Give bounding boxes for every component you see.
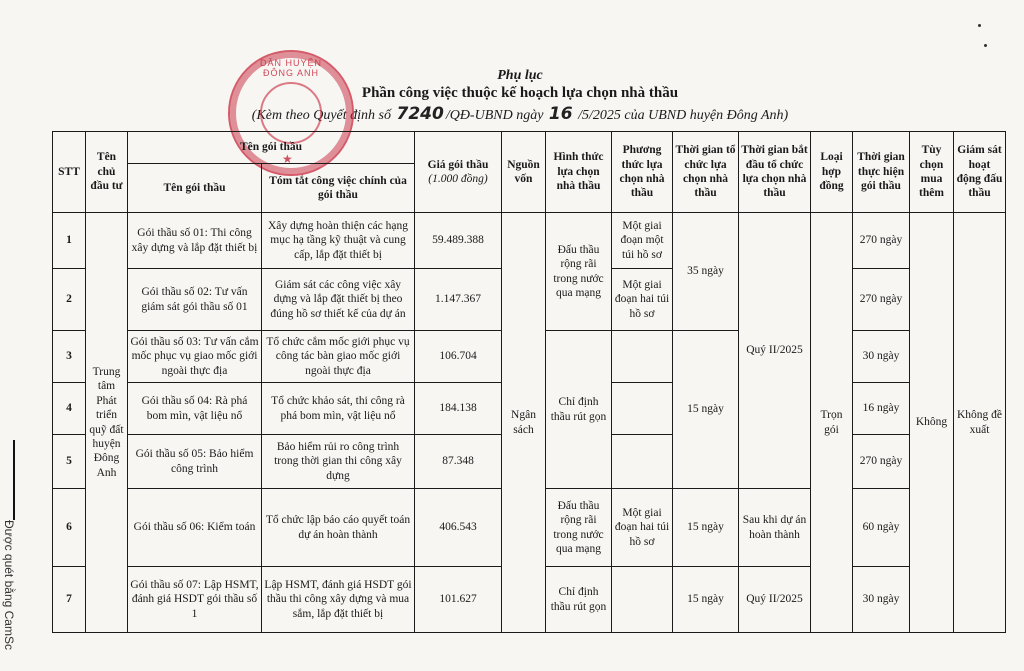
selection-form-open: Đấu thầu rộng rãi trong nước qua mạng (546, 489, 612, 567)
package-price: 406.543 (415, 489, 502, 567)
scan-speck (978, 24, 981, 27)
package-name: Gói thầu số 06: Kiểm toán (128, 489, 262, 567)
bid-package-table (52, 131, 1006, 633)
selection-duration-35: 35 ngày (673, 213, 739, 331)
table-row (53, 213, 1006, 269)
package-name: Gói thầu số 01: Thi công xây dựng và lắp đặt thiết bị (128, 213, 262, 269)
package-name: Gói thầu số 02: Tư vấn giám sát gói thầu số 01 (128, 269, 262, 331)
package-name: Gói thầu số 05: Bảo hiểm công trình (128, 435, 262, 489)
package-summary: Bảo hiểm rủi ro công trình trong thời gian thi công xây dựng (262, 435, 415, 489)
selection-form-direct: Chỉ định thầu rút gọn (546, 567, 612, 633)
package-price: 101.627 (415, 567, 502, 633)
header-price-label: Giá gói thầu (427, 158, 489, 171)
document-subtitle (0, 104, 1024, 124)
decision-number: 7240 (396, 104, 444, 124)
header-start-time: Thời gian bắt đầu tổ chức lựa chọn nhà thầu (739, 132, 811, 213)
row-stt: 6 (53, 489, 86, 567)
execution-time: 270 ngày (853, 213, 910, 269)
selection-form-open: Đấu thầu rộng rãi trong nước qua mạng (546, 213, 612, 331)
selection-duration-15: 15 ngày (673, 489, 739, 567)
decision-day: 16 (548, 104, 573, 124)
header-package-name: Tên gói thầu (128, 164, 262, 213)
header-selection-form: Hình thức lựa chọn nhà thầu (546, 132, 612, 213)
execution-time: 270 ngày (853, 269, 910, 331)
stamp-text: DÂN HUYỆN ĐÔNG ANH (259, 58, 322, 78)
stamp-star-icon: ★ (282, 152, 293, 166)
package-name: Gói thầu số 04: Rà phá bom mìn, vật liệu nổ (128, 383, 262, 435)
package-summary: Tổ chức khảo sát, thi công rà phá bom mìn, vật liệu nổ (262, 383, 415, 435)
document-title: Phần công việc thuộc kế hoạch lựa chọn nhà thầu (361, 85, 679, 101)
contract-type-cell: Trọn gói (811, 213, 853, 633)
selection-method: Một giai đoạn hai túi hồ sơ (612, 489, 673, 567)
start-time-after: Sau khi dự án hoàn thành (739, 489, 811, 567)
selection-method: Một giai đoạn một túi hồ sơ (612, 213, 673, 269)
package-price: 106.704 (415, 331, 502, 383)
row-stt: 2 (53, 269, 86, 331)
scanner-watermark: Được quét bằng CamSc (2, 520, 16, 650)
owner-cell: Trung tâm Phát triển quỹ đất huyện Đông Anh (86, 213, 128, 633)
option-cell: Không (910, 213, 954, 633)
selection-form-direct: Chỉ định thầu rút gọn (546, 331, 612, 489)
package-summary: Tổ chức cắm mốc giới phục vụ công tác bàn giao mốc giới ngoài thực địa (262, 331, 415, 383)
start-time-q2: Quý II/2025 (739, 567, 811, 633)
header-selection-method: Phương thức lựa chọn nhà thầu (612, 132, 673, 213)
selection-duration-15: 15 ngày (673, 567, 739, 633)
package-name: Gói thầu số 07: Lập HSMT, đánh giá HSDT gói thầu số 1 (128, 567, 262, 633)
page-edge-line (13, 440, 15, 520)
row-stt: 3 (53, 331, 86, 383)
header-execution-time: Thời gian thực hiện gói thầu (853, 132, 910, 213)
header-option: Tùy chọn mua thêm (910, 132, 954, 213)
row-stt: 7 (53, 567, 86, 633)
funding-cell: Ngân sách (502, 213, 546, 633)
header-summary: Tóm tắt công việc chính của gói thầu (262, 164, 415, 213)
package-price: 184.138 (415, 383, 502, 435)
header-owner: Tên chủ đầu tư (86, 132, 128, 213)
header-selection-duration: Thời gian tổ chức lựa chọn nhà thầu (673, 132, 739, 213)
package-summary: Giám sát các công việc xây dựng và lắp đặt thiết bị theo đúng hồ sơ thiết kế của dự án (262, 269, 415, 331)
selection-method (612, 383, 673, 435)
execution-time: 270 ngày (853, 435, 910, 489)
subtitle-suffix: /5/2025 của UBND huyện Đông Anh) (578, 108, 789, 123)
selection-duration-15: 15 ngày (673, 331, 739, 489)
header-package-group: Tên gói thầu (128, 132, 415, 164)
selection-method: Một giai đoạn hai túi hồ sơ (612, 269, 673, 331)
subtitle-mid: /QĐ-UBND ngày (445, 108, 544, 123)
execution-time: 60 ngày (853, 489, 910, 567)
package-summary: Tổ chức lập báo cáo quyết toán dự án hoàn thành (262, 489, 415, 567)
header-funding: Nguồn vốn (502, 132, 546, 213)
selection-method (612, 331, 673, 383)
header-stt: STT (53, 132, 86, 213)
scan-speck (984, 44, 987, 47)
start-time-q2: Quý II/2025 (739, 213, 811, 489)
selection-method (612, 435, 673, 489)
row-stt: 4 (53, 383, 86, 435)
row-stt: 5 (53, 435, 86, 489)
row-stt: 1 (53, 213, 86, 269)
package-price: 87.348 (415, 435, 502, 489)
package-price: 1.147.367 (415, 269, 502, 331)
selection-method (612, 567, 673, 633)
execution-time: 30 ngày (853, 331, 910, 383)
monitoring-cell: Không đề xuất (954, 213, 1006, 633)
execution-time: 16 ngày (853, 383, 910, 435)
package-name: Gói thầu số 03: Tư vấn cắm mốc phục vụ giao mốc giới ngoài thực địa (128, 331, 262, 383)
execution-time: 30 ngày (853, 567, 910, 633)
header-contract-type: Loại hợp đồng (811, 132, 853, 213)
appendix-label: Phụ lục (497, 68, 543, 83)
package-summary: Lập HSMT, đánh giá HSDT gói thầu thi công xây dựng và mua sắm, lắp đặt thiết bị (262, 567, 415, 633)
subtitle-prefix: (Kèm theo Quyết định số (251, 108, 391, 123)
package-price: 59.489.388 (415, 213, 502, 269)
package-summary: Xây dựng hoàn thiện các hạng mục hạ tầng kỹ thuật và cung cấp, lắp đặt thiết bị (262, 213, 415, 269)
header-price-unit: (1.000 đồng) (428, 173, 488, 185)
header-price (415, 132, 502, 213)
header-monitoring: Giám sát hoạt động đấu thầu (954, 132, 1006, 213)
